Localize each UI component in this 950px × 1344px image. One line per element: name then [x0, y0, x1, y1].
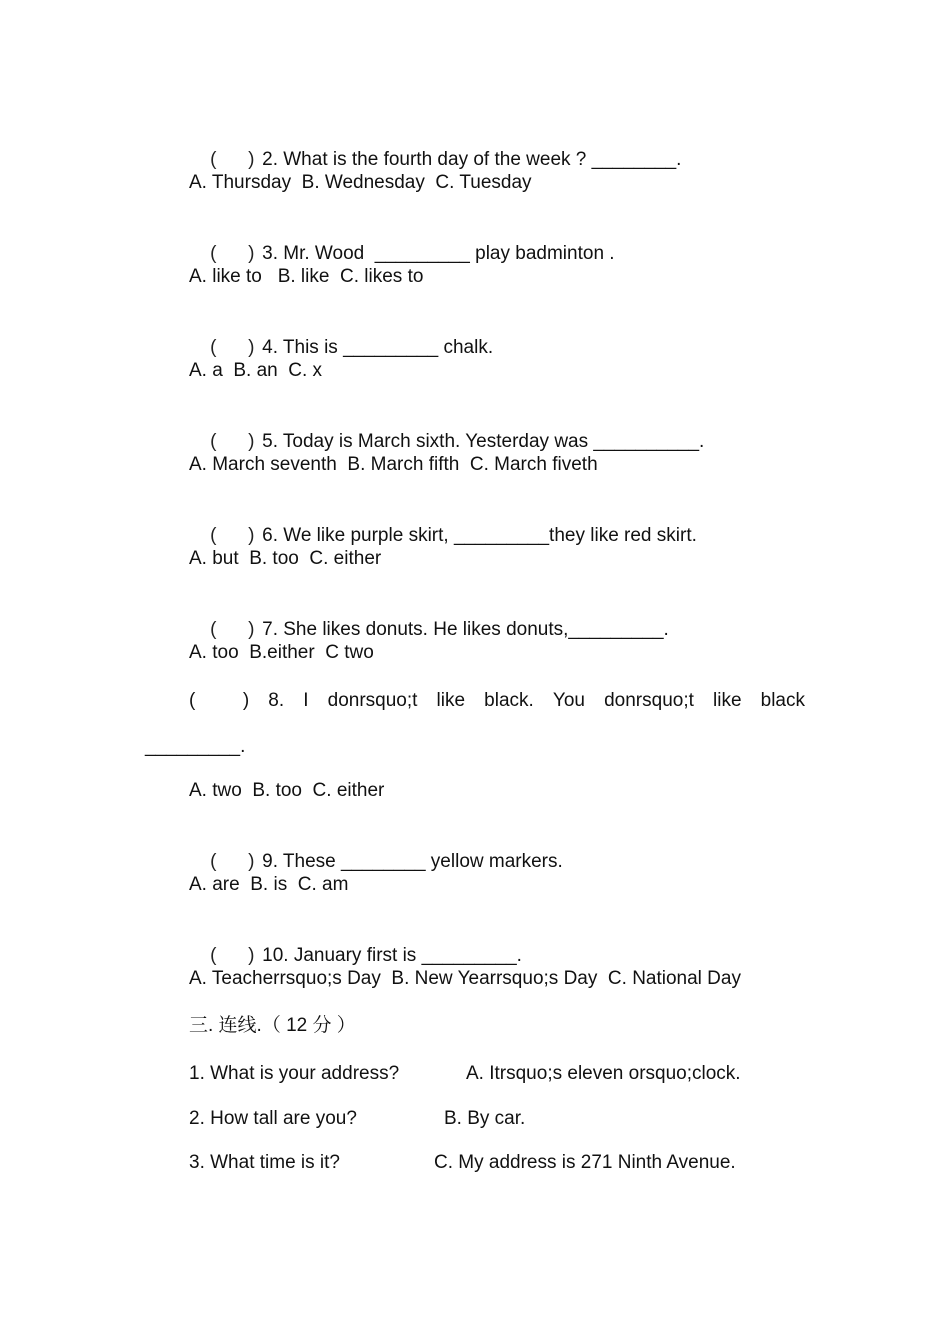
match-left-1: 1. What is your address? — [189, 1063, 400, 1084]
question-10-options: A. Teacherrsquo;s Day B. New Yearrsquo;s Day C. National Day — [189, 968, 741, 989]
q8-word: donrsquo;t — [327, 690, 418, 711]
question-9 — [189, 826, 563, 872]
answer-blank[interactable]: ( ) — [210, 945, 255, 966]
answer-blank[interactable]: ( ) — [210, 851, 255, 872]
question-text: 4. This is _________ chalk. — [262, 337, 494, 358]
q8-word: You — [552, 690, 585, 711]
question-5 — [189, 406, 705, 452]
question-10 — [189, 920, 522, 966]
question-8-options: A. two B. too C. either — [189, 780, 385, 801]
q8-word: donrsquo;t — [604, 690, 694, 711]
question-8-continuation: _________. — [145, 736, 246, 757]
question-7 — [189, 594, 669, 640]
q8-word: like — [713, 690, 742, 711]
question-text: 3. Mr. Wood _________ play badminton . — [262, 243, 615, 264]
q8-word: black — [760, 690, 805, 711]
question-text: 10. January first is _________. — [262, 945, 522, 966]
answer-blank[interactable]: ( ) — [210, 243, 255, 264]
match-right-a: A. Itrsquo;s eleven orsquo;clock. — [466, 1063, 741, 1084]
match-right-c: C. My address is 271 Ninth Avenue. — [434, 1152, 736, 1173]
question-2-options: A. Thursday B. Wednesday C. Tuesday — [189, 172, 532, 193]
question-7-options: A. too B.either C two — [189, 642, 374, 663]
q8-word: 8. — [268, 690, 285, 711]
answer-blank[interactable]: ( ) — [210, 619, 255, 640]
question-text: 2. What is the fourth day of the week ? ________. — [262, 149, 682, 170]
section-3-title: 三. 连线.（ 12 分 ） — [189, 1015, 356, 1036]
q8-word: like — [436, 690, 466, 711]
question-9-options: A. are B. is C. am — [189, 874, 349, 895]
answer-blank[interactable]: ( ) — [210, 431, 255, 452]
answer-blank[interactable]: ( ) — [189, 690, 250, 711]
q8-word: I — [303, 690, 309, 711]
question-text: 9. These ________ yellow markers. — [262, 851, 563, 872]
answer-blank[interactable]: ( ) — [210, 337, 255, 358]
answer-blank[interactable]: ( ) — [210, 149, 255, 170]
question-text: 5. Today is March sixth. Yesterday was __________. — [262, 431, 705, 452]
question-8 — [189, 689, 805, 713]
match-left-3: 3. What time is it? — [189, 1152, 340, 1173]
question-3 — [189, 218, 615, 264]
question-6 — [189, 500, 697, 546]
question-4 — [189, 312, 494, 358]
question-6-options: A. but B. too C. either — [189, 548, 382, 569]
question-text: 7. She likes donuts. He likes donuts,_________. — [262, 619, 669, 640]
question-4-options: A. a B. an C. x — [189, 360, 323, 381]
match-left-2: 2. How tall are you? — [189, 1108, 357, 1129]
question-3-options: A. like to B. like C. likes to — [189, 266, 424, 287]
question-5-options: A. March seventh B. March fifth C. March fiveth — [189, 454, 598, 475]
question-2 — [189, 124, 682, 170]
q8-word: black. — [484, 690, 534, 711]
question-text: 6. We like purple skirt, _________they like red skirt. — [262, 525, 697, 546]
match-right-b: B. By car. — [444, 1108, 526, 1129]
answer-blank[interactable]: ( ) — [210, 525, 255, 546]
